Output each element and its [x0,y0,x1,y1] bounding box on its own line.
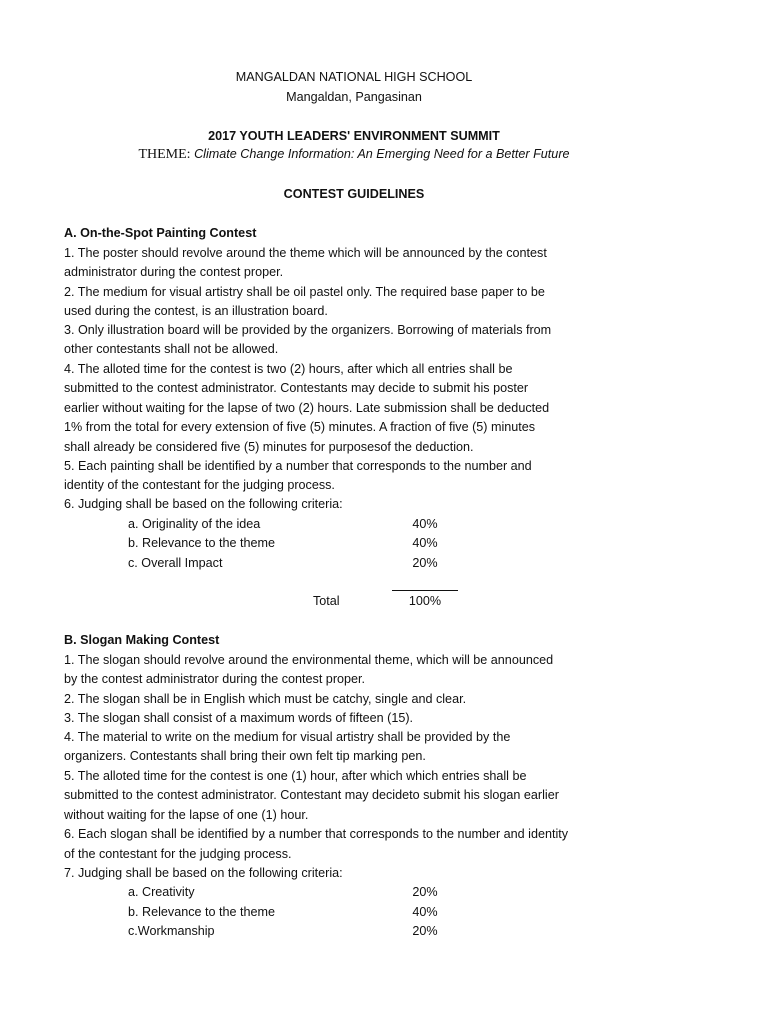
section-b-line: 2. The slogan shall be in English which must be catchy, single and clear. [64,692,467,706]
theme-label: THEME: [138,147,191,162]
section-a-line: used during the contest, is an illustration board. [64,304,328,318]
section-b-line: submitted to the contest administrator. Contestant may decideto submit his slogan earlier [64,788,559,802]
section-b-line: by the contest administrator during the contest proper. [64,672,366,686]
section-a-heading: A. On-the-Spot Painting Contest [64,226,257,240]
school-location: Mangaldan, Pangasinan [286,90,422,104]
criterion-percent: 40% [412,905,438,919]
section-b-line: 6. Each slogan shall be identified by a number that corresponds to the number and identity [64,827,569,841]
criterion-percent: 40% [412,536,438,550]
event-title: 2017 YOUTH LEADERS' ENVIRONMENT SUMMIT [208,129,500,143]
section-b-line: 1. The slogan should revolve around the environmental theme, which will be announced [64,653,554,667]
criterion-label: a. Originality of the idea [128,517,261,531]
section-b-line: 3. The slogan shall consist of a maximum words of fifteen (15). [64,711,414,725]
section-b-heading: B. Slogan Making Contest [64,633,220,647]
section-a-line: 6. Judging shall be based on the following criteria: [64,497,343,511]
criterion-percent: 20% [412,556,438,570]
section-a-line: submitted to the contest administrator. Contestants may decide to submit his poster [64,381,529,395]
criterion-percent: 20% [412,885,438,899]
section-b-line: 5. The alloted time for the contest is one (1) hour, after which which entries shall be [64,769,527,783]
total-label: Total [313,594,340,608]
total-rule [392,590,458,591]
criterion-label: c. Overall Impact [128,556,223,570]
theme-line [0,147,708,163]
section-a-line: 1. The poster should revolve around the theme which will be announced by the contest [64,246,547,260]
section-a-line: administrator during the contest proper. [64,265,284,279]
criterion-percent: 40% [412,517,438,531]
section-a-line: other contestants shall not be allowed. [64,342,279,356]
section-a-line: identity of the contestant for the judging process. [64,478,335,492]
section-b-line: without waiting for the lapse of one (1) hour. [64,808,309,822]
section-a-line: shall already be considered five (5) minutes for purposesof the deduction. [64,440,474,454]
criterion-label: a. Creativity [128,885,195,899]
section-b-line: organizers. Contestants shall bring their own felt tip marking pen. [64,749,426,763]
total-percent: 100% [408,594,442,608]
section-b-line: 4. The material to write on the medium for visual artistry shall be provided by the [64,730,511,744]
section-a-line: 5. Each painting shall be identified by a number that corresponds to the number and [64,459,532,473]
section-a-line: 2. The medium for visual artistry shall be oil pastel only. The required base paper to be [64,285,545,299]
section-b-line: 7. Judging shall be based on the following criteria: [64,866,343,880]
criterion-percent: 20% [412,924,438,938]
section-a-line: earlier without waiting for the lapse of two (2) hours. Late submission shall be deducted [64,401,550,415]
document-title: CONTEST GUIDELINES [283,187,425,201]
theme-text: Climate Change Information: An Emerging Need for a Better Future [194,147,570,161]
section-a-line: 3. Only illustration board will be provided by the organizers. Borrowing of materials from [64,323,552,337]
section-a-line: 4. The alloted time for the contest is two (2) hours, after which all entries shall be [64,362,513,376]
criterion-label: b. Relevance to the theme [128,536,276,550]
criterion-label: b. Relevance to the theme [128,905,276,919]
section-a-line: 1% from the total for every extension of five (5) minutes. A fraction of five (5) minutes [64,420,536,434]
school-name: MANGALDAN NATIONAL HIGH SCHOOL [235,70,473,84]
criterion-label: c.Workmanship [128,924,215,938]
section-b-line: of the contestant for the judging process. [64,847,292,861]
